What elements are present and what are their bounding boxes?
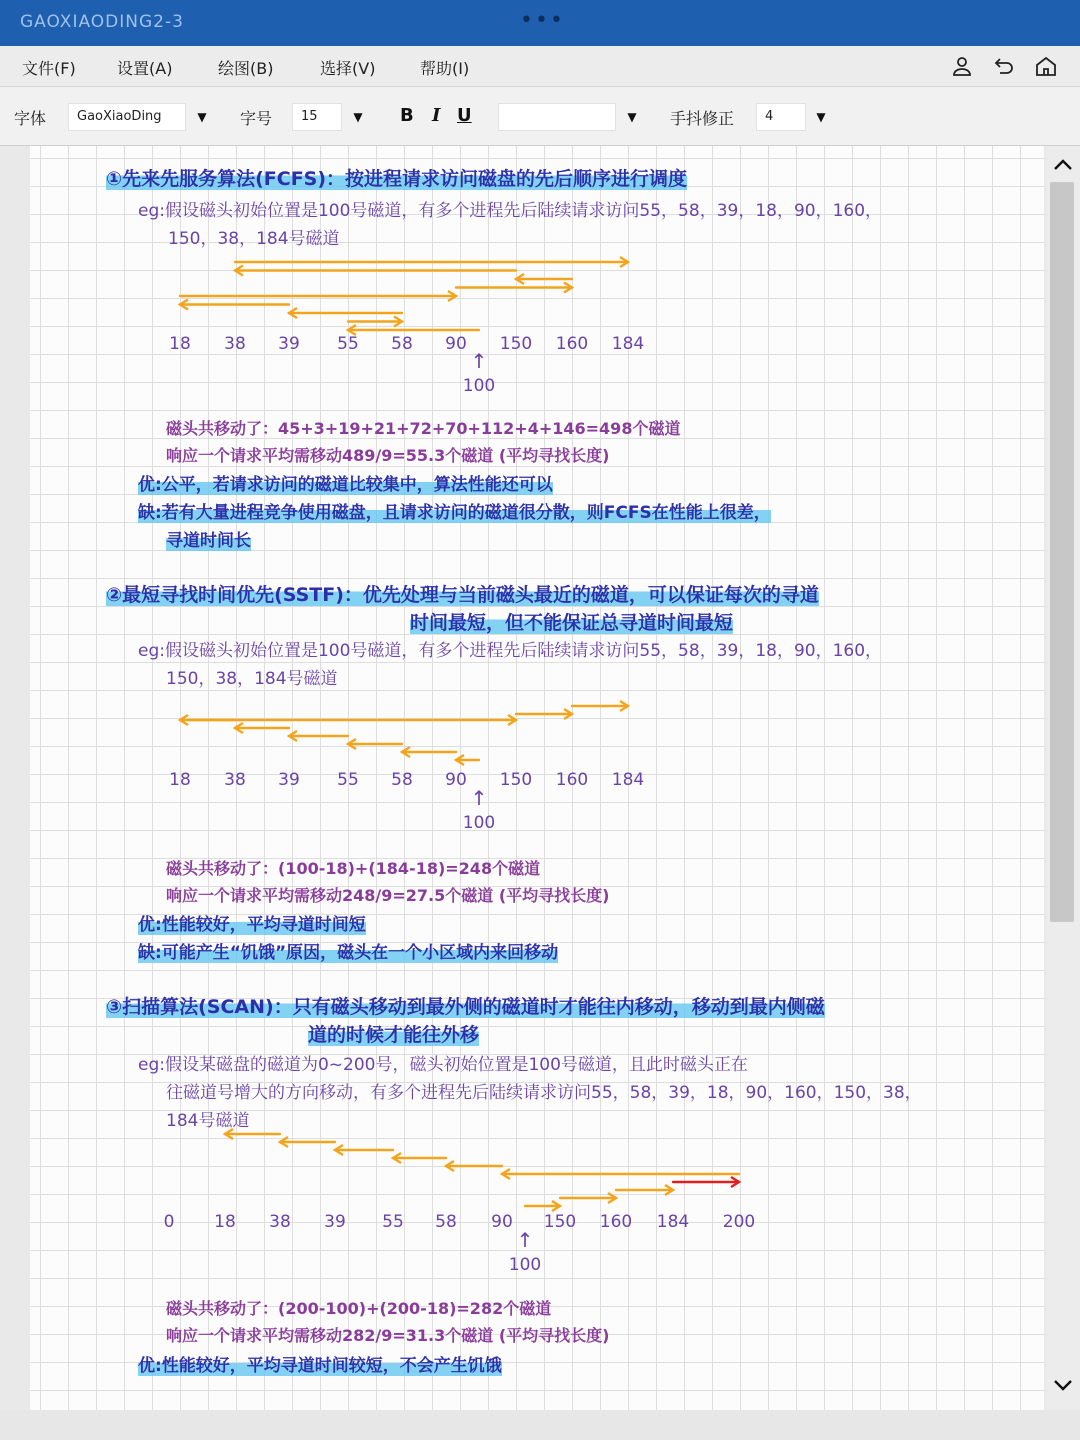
scan-example-line2: 往磁道号增大的方向移动，有多个进程先后陆续请求访问55，58，39，18，90，160，150，38， xyxy=(166,1083,922,1103)
fcfs-track-label: 150 xyxy=(499,334,533,354)
undo-icon[interactable] xyxy=(992,54,1016,78)
window-more-dots[interactable]: ••• xyxy=(520,8,565,33)
sstf-calc-average: 响应一个请求平均需移动248/9=27.5个磁道 (平均寻找长度) xyxy=(166,886,610,905)
color-dropdown-icon[interactable]: ▼ xyxy=(627,110,637,124)
stabilizer-select[interactable]: 4 xyxy=(756,103,806,131)
sstf-example-line2: 150，38，184号磁道 xyxy=(166,669,338,689)
fcfs-track-label: 90 xyxy=(445,334,467,354)
menu-settings[interactable]: 设置(A) xyxy=(117,59,173,78)
scan-track-label: 0 xyxy=(163,1212,175,1232)
scan-track-label: 39 xyxy=(324,1212,346,1232)
menu-select[interactable]: 选择(V) xyxy=(320,59,376,78)
fcfs-example-line2: 150，38，184号磁道 xyxy=(168,229,340,249)
scan-seek-arrow xyxy=(560,1193,616,1203)
scan-track-label: 150 xyxy=(543,1212,577,1232)
scan-start-arrow-icon: ↑ xyxy=(516,1228,534,1252)
fcfs-seek-arrow xyxy=(456,283,572,293)
menu-draw[interactable]: 绘图(B) xyxy=(218,59,274,78)
sstf-track-label: 90 xyxy=(445,770,467,790)
fcfs-track-label: 160 xyxy=(555,334,589,354)
sstf-start-label: 100 xyxy=(462,813,496,833)
sstf-calc-total: 磁头共移动了：(100-18)+(184-18)=248个磁道 xyxy=(166,859,541,878)
fcfs-con-line1: 缺:若有大量进程竞争使用磁盘，且请求访问的磁道很分散，则FCFS在性能上很差， xyxy=(138,503,771,523)
scan-calc-average: 响应一个请求平均需移动282/9=31.3个磁道 (平均寻找长度) xyxy=(166,1326,610,1345)
scan-seek-arrow xyxy=(525,1201,560,1211)
sstf-track-label: 38 xyxy=(224,770,246,790)
scan-seek-arrow xyxy=(225,1129,280,1139)
fcfs-track-label: 55 xyxy=(337,334,359,354)
sstf-con: 缺:可能产生“饥饿”原因，磁头在一个小区域内来回移动 xyxy=(138,943,559,963)
fcfs-heading: ①先来先服务算法(FCFS)：按进程请求访问磁盘的先后顺序进行调度 xyxy=(106,168,688,190)
scan-track-label: 18 xyxy=(214,1212,236,1232)
sstf-track-label: 39 xyxy=(278,770,300,790)
fcfs-example-line1: eg:假设磁头初始位置是100号磁道，有多个进程先后陆续请求访问55，58，39，18，90，160， xyxy=(138,201,883,221)
scan-example-line1: eg:假设某磁盘的磁道为0~200号，磁头初始位置是100号磁道，且此时磁头正在 xyxy=(138,1055,748,1075)
sstf-seek-arrow xyxy=(235,723,289,733)
size-select[interactable]: 15 xyxy=(292,103,342,131)
fcfs-track-label: 184 xyxy=(611,334,645,354)
scan-track-label: 38 xyxy=(269,1212,291,1232)
sstf-track-label: 55 xyxy=(337,770,359,790)
sstf-seek-arrow xyxy=(180,715,516,725)
scan-seek-arrow xyxy=(393,1153,446,1163)
fcfs-track-label: 18 xyxy=(169,334,191,354)
sstf-seek-arrow xyxy=(456,755,479,765)
vertical-scrollbar[interactable] xyxy=(1046,146,1080,1410)
sstf-seek-arrow xyxy=(348,739,402,749)
sstf-heading-line1: ②最短寻找时间优先(SSTF)：优先处理与当前磁头最近的磁道，可以保证每次的寻道 xyxy=(106,584,819,606)
fcfs-start-arrow-icon: ↑ xyxy=(470,349,488,373)
sstf-track-label: 184 xyxy=(611,770,645,790)
stabilizer-label: 手抖修正 xyxy=(670,109,735,128)
sstf-track-label: 150 xyxy=(499,770,533,790)
fcfs-seek-arrow xyxy=(180,291,456,301)
size-label: 字号 xyxy=(240,109,273,128)
menu-file[interactable]: 文件(F) xyxy=(22,59,76,78)
sstf-example-line1: eg:假设磁头初始位置是100号磁道，有多个进程先后陆续请求访问55，58，39，18，90，160， xyxy=(138,641,883,661)
fcfs-seek-arrow xyxy=(235,257,628,267)
scan-track-label: 200 xyxy=(722,1212,756,1232)
italic-button[interactable]: I xyxy=(432,105,441,126)
font-select[interactable]: GaoXiaoDing xyxy=(68,103,186,131)
sstf-seek-arrow xyxy=(572,701,628,711)
scan-track-label: 90 xyxy=(491,1212,513,1232)
scan-seek-arrow xyxy=(280,1137,335,1147)
scan-seek-arrow xyxy=(502,1169,739,1179)
note-canvas[interactable] xyxy=(30,146,1044,1410)
underline-button[interactable]: U xyxy=(457,105,472,126)
fcfs-seek-arrow xyxy=(516,274,572,284)
scan-track-label: 160 xyxy=(599,1212,633,1232)
scan-seek-arrow xyxy=(616,1185,673,1195)
fcfs-seek-arrow xyxy=(235,266,516,276)
scan-track-label: 55 xyxy=(382,1212,404,1232)
fcfs-seek-arrow xyxy=(289,308,402,318)
fcfs-seek-arrow xyxy=(348,317,402,327)
fcfs-con-line2: 寻道时间长 xyxy=(166,531,251,551)
bold-button[interactable]: B xyxy=(400,105,414,126)
menu-icons xyxy=(950,54,1058,78)
fcfs-seek-arrow xyxy=(348,325,479,335)
fcfs-start-label: 100 xyxy=(462,376,496,396)
window-title: GAOXIAODING2-3 xyxy=(20,12,184,32)
menu-bar xyxy=(0,46,1080,87)
color-select[interactable] xyxy=(498,103,616,131)
scan-example-line3: 184号磁道 xyxy=(166,1111,250,1131)
sstf-track-label: 58 xyxy=(391,770,413,790)
sstf-pro: 优:性能较好，平均寻道时间短 xyxy=(138,915,366,935)
sstf-start-arrow-icon: ↑ xyxy=(470,786,488,810)
fcfs-pro: 优:公平，若请求访问的磁道比较集中，算法性能还可以 xyxy=(138,475,553,495)
scan-track-label: 184 xyxy=(656,1212,690,1232)
scan-seek-arrow xyxy=(673,1177,739,1187)
scan-track-label: 58 xyxy=(435,1212,457,1232)
fcfs-calc-total: 磁头共移动了：45+3+19+21+72+70+112+4+146=498个磁道 xyxy=(166,419,681,438)
scan-seek-arrow xyxy=(335,1145,393,1155)
sstf-track-label: 160 xyxy=(555,770,589,790)
bottom-bar xyxy=(0,1410,1080,1440)
stabilizer-dropdown-icon[interactable]: ▼ xyxy=(816,110,826,124)
size-dropdown-icon[interactable]: ▼ xyxy=(353,110,363,124)
font-label: 字体 xyxy=(14,109,47,128)
sstf-heading-line2: 时间最短，但不能保证总寻道时间最短 xyxy=(410,612,734,634)
scan-seek-arrow xyxy=(446,1161,502,1171)
sstf-track-label: 18 xyxy=(169,770,191,790)
format-toolbar xyxy=(0,87,1080,146)
scroll-thumb[interactable] xyxy=(1050,182,1074,922)
user-icon[interactable] xyxy=(950,54,974,78)
scan-calc-total: 磁头共移动了：(200-100)+(200-18)=282个磁道 xyxy=(166,1299,552,1318)
fcfs-track-label: 39 xyxy=(278,334,300,354)
scan-pro: 优:性能较好，平均寻道时间较短，不会产生饥饿 xyxy=(138,1356,502,1376)
sstf-seek-arrow xyxy=(402,747,456,757)
scan-heading-line2: 道的时候才能往外移 xyxy=(308,1024,480,1046)
fcfs-track-label: 38 xyxy=(224,334,246,354)
scroll-down-icon[interactable] xyxy=(1052,1374,1074,1396)
fcfs-calc-average: 响应一个请求平均需移动489/9=55.3个磁道 (平均寻找长度) xyxy=(166,446,610,465)
fcfs-seek-arrow xyxy=(180,300,289,310)
fcfs-track-label: 58 xyxy=(391,334,413,354)
seek-arrow-diagrams xyxy=(30,146,1044,1410)
sstf-seek-arrow xyxy=(289,731,348,741)
scan-heading-line1: ③扫描算法(SCAN)：只有磁头移动到最外侧的磁道时才能往内移动，移动到最内侧磁 xyxy=(106,996,825,1018)
home-icon[interactable] xyxy=(1034,54,1058,78)
font-dropdown-icon[interactable]: ▼ xyxy=(197,110,207,124)
scan-start-label: 100 xyxy=(508,1255,542,1275)
sstf-seek-arrow xyxy=(516,709,572,719)
menu-help[interactable]: 帮助(I) xyxy=(420,59,470,78)
scroll-up-icon[interactable] xyxy=(1052,154,1074,176)
title-bar xyxy=(0,0,1080,46)
